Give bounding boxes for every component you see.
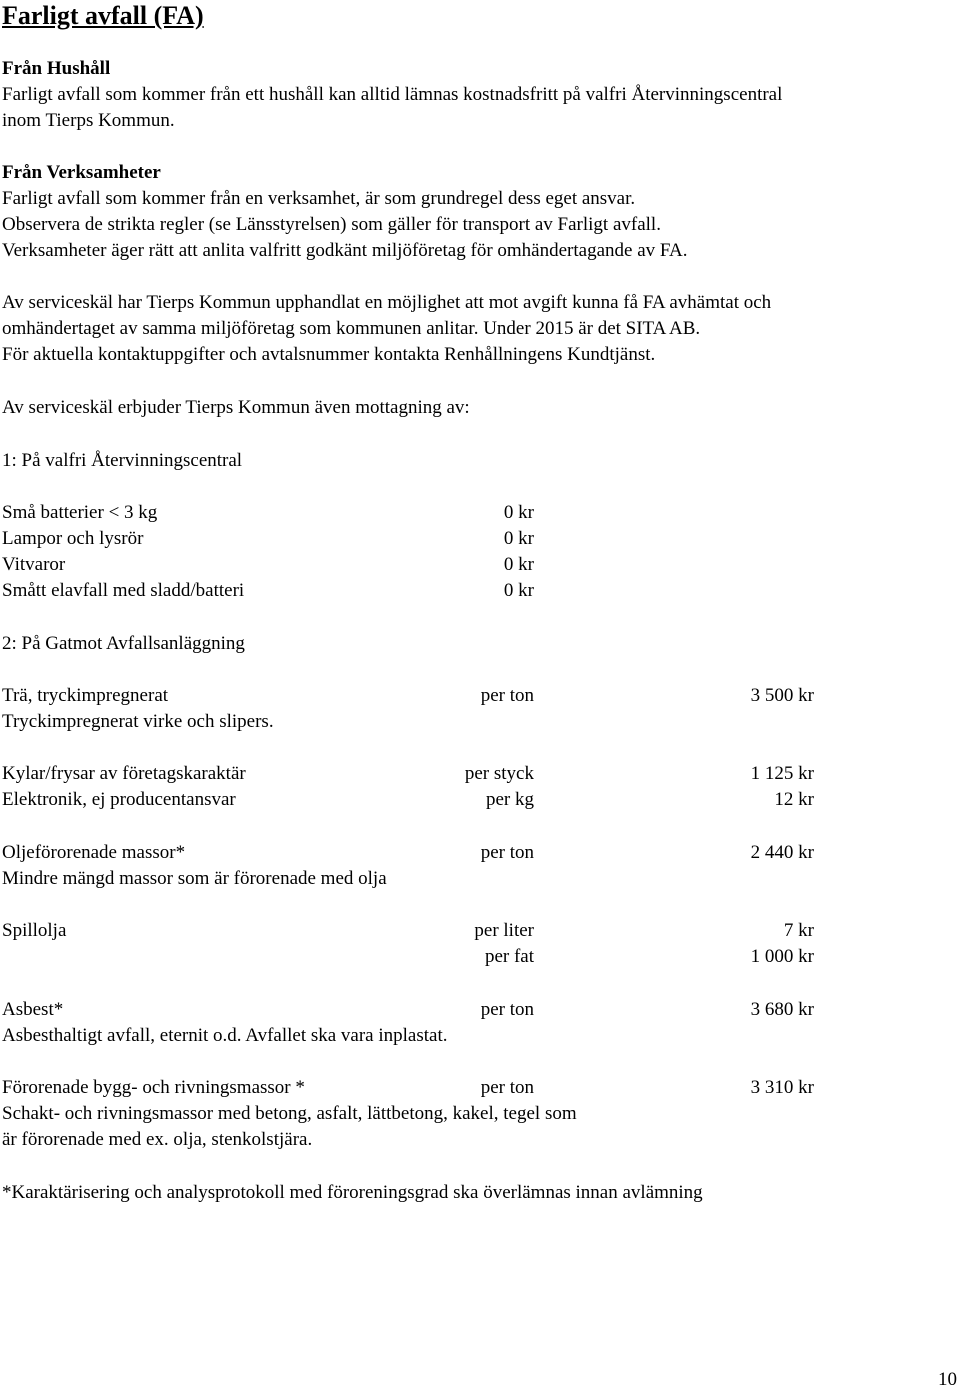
section1-heading: 1: På valfri Återvinningscentral bbox=[2, 450, 243, 471]
row-name: Schakt- och rivningsmassor med betong, asfalt, lättbetong, kakel, tegel som bbox=[2, 1103, 577, 1124]
service-line: För aktuella kontaktuppgifter och avtalsnummer kontakta Renhållningens Kundtjänst. bbox=[2, 344, 656, 365]
row-unit: per kg bbox=[485, 789, 534, 810]
business-heading: Från Verksamheter bbox=[2, 162, 161, 183]
business-line: Observera de strikta regler (se Länsstyrelsen) som gäller för transport av Farligt avfall. bbox=[2, 214, 661, 235]
item-price: 0 kr bbox=[503, 554, 534, 575]
row-price: 1 125 kr bbox=[750, 763, 814, 784]
row-name: Asbesthaltigt avfall, eternit o.d. Avfallet ska vara inplastat. bbox=[2, 1025, 448, 1046]
item-price: 0 kr bbox=[503, 528, 534, 549]
row-price: 12 kr bbox=[774, 789, 814, 810]
household-line: inom Tierps Kommun. bbox=[2, 110, 175, 131]
service-line: omhändertaget av samma miljöföretag som kommunen anlitar. Under 2015 är det SITA AB. bbox=[2, 318, 701, 339]
section2-heading: 2: På Gatmot Avfallsanläggning bbox=[2, 633, 245, 654]
row-price: 3 310 kr bbox=[750, 1077, 814, 1098]
row-unit: per ton bbox=[480, 999, 534, 1020]
household-heading: Från Hushåll bbox=[2, 58, 111, 79]
row-name: Kylar/frysar av företagskaraktär bbox=[2, 763, 246, 784]
row-unit: per ton bbox=[480, 1077, 534, 1098]
item-name: Smått elavfall med sladd/batteri bbox=[2, 580, 245, 601]
row-unit: per ton bbox=[480, 685, 534, 706]
row-unit: per fat bbox=[484, 946, 534, 967]
item-price: 0 kr bbox=[503, 580, 534, 601]
page-title: Farligt avfall (FA) bbox=[2, 1, 204, 30]
row-name: Trä, tryckimpregnerat bbox=[2, 685, 169, 706]
row-price: 3 680 kr bbox=[750, 999, 814, 1020]
intro-text: Av serviceskäl erbjuder Tierps Kommun även mottagning av: bbox=[2, 397, 470, 418]
row-unit: per liter bbox=[474, 920, 534, 941]
row-price: 1 000 kr bbox=[750, 946, 814, 967]
row-name: Tryckimpregnerat virke och slipers. bbox=[2, 711, 274, 732]
row-name: Spillolja bbox=[2, 920, 67, 941]
row-name: Asbest* bbox=[2, 999, 64, 1020]
row-name: är förorenade med ex. olja, stenkolstjära. bbox=[2, 1129, 313, 1150]
row-name: Förorenade bygg- och rivningsmassor * bbox=[2, 1077, 305, 1098]
item-name: Vitvaror bbox=[2, 554, 66, 575]
row-price: 7 kr bbox=[783, 920, 814, 941]
service-line: Av serviceskäl har Tierps Kommun upphandlat en möjlighet att mot avgift kunna få FA avhämtat och bbox=[2, 292, 772, 313]
row-unit: per ton bbox=[480, 842, 534, 863]
business-line: Verksamheter äger rätt att anlita valfritt godkänt miljöföretag för omhändertagande av FA. bbox=[2, 240, 688, 261]
row-price: 3 500 kr bbox=[750, 685, 814, 706]
row-name: Mindre mängd massor som är förorenade med olja bbox=[2, 868, 387, 889]
page-number: 10 bbox=[938, 1369, 957, 1390]
row-price: 2 440 kr bbox=[750, 842, 814, 863]
item-name: Lampor och lysrör bbox=[2, 528, 144, 549]
item-price: 0 kr bbox=[503, 502, 534, 523]
row-name: Elektronik, ej producentansvar bbox=[2, 789, 236, 810]
business-line: Farligt avfall som kommer från en verksamhet, är som grundregel dess eget ansvar. bbox=[2, 188, 636, 209]
footnote: *Karaktärisering och analysprotokoll med föroreningsgrad ska överlämnas innan avlämning bbox=[2, 1182, 703, 1203]
row-unit: per styck bbox=[464, 763, 534, 784]
row-name: Oljeförorenade massor* bbox=[2, 842, 186, 863]
household-line: Farligt avfall som kommer från ett hushåll kan alltid lämnas kostnadsfritt på valfri Återvinningscentral bbox=[2, 84, 783, 105]
item-name: Små batterier < 3 kg bbox=[2, 502, 158, 523]
